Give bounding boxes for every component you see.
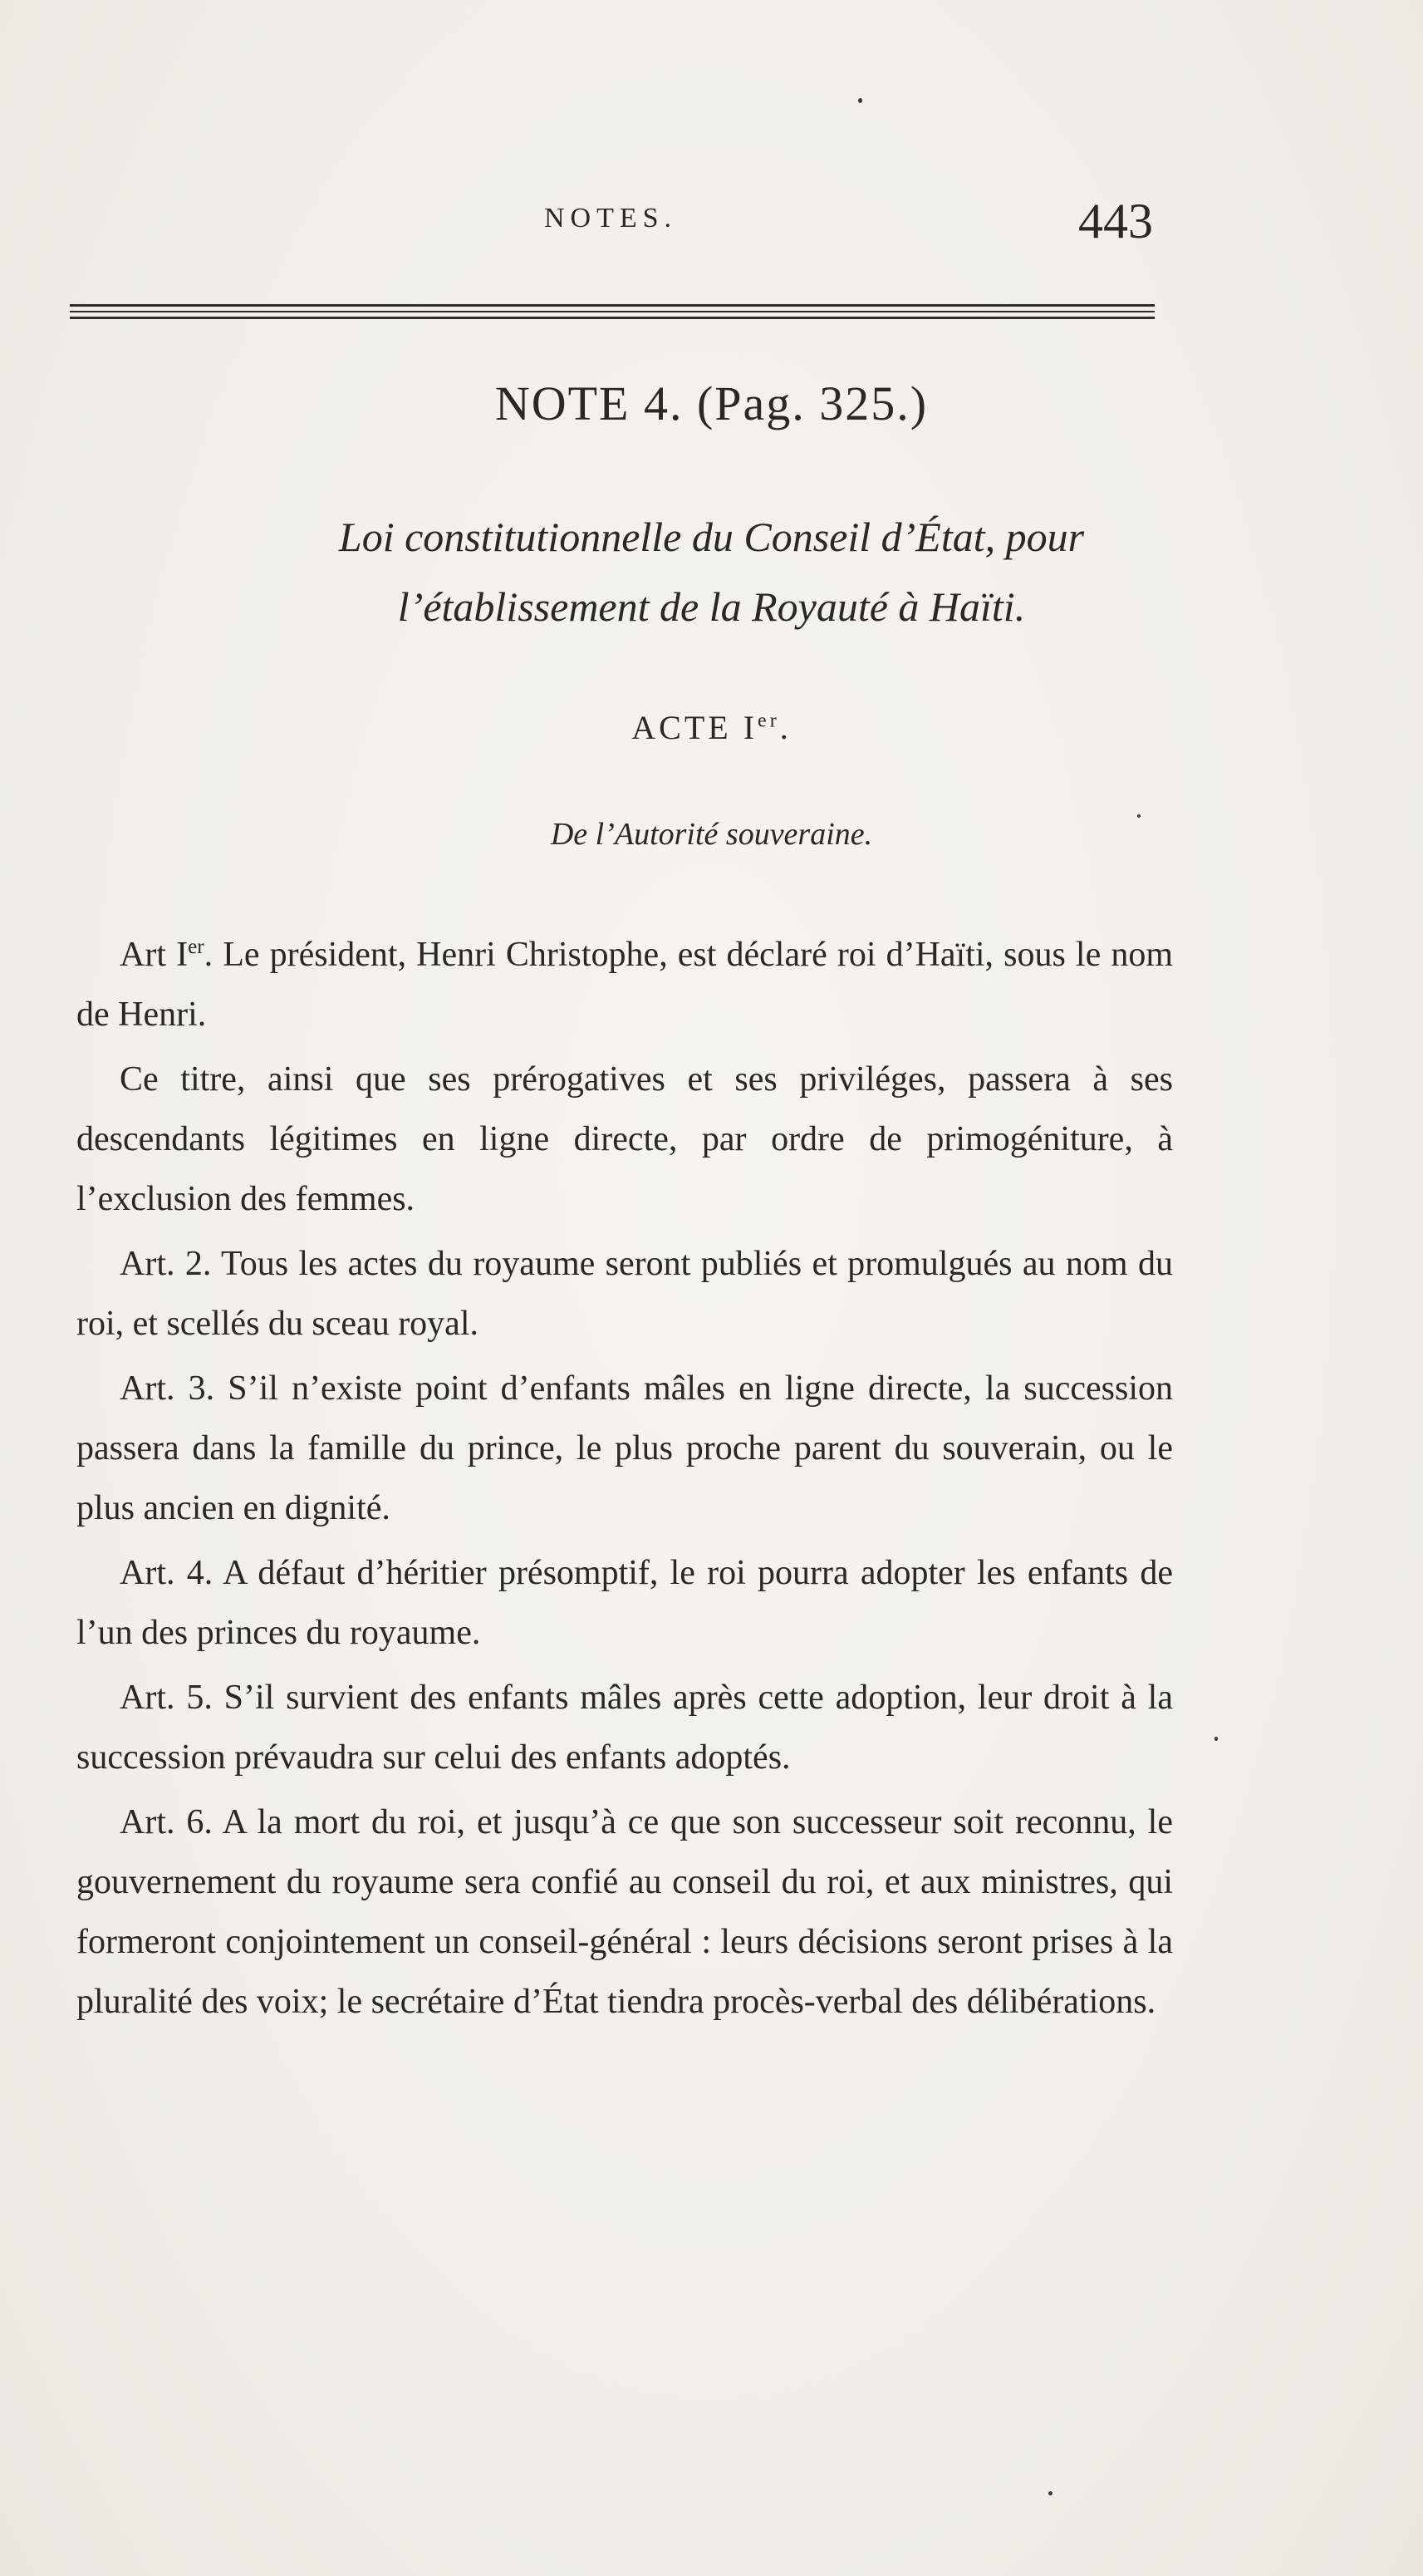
law-title <box>0 502 1423 642</box>
paragraph-art-4: Art. 4. A défaut d’héritier présomptif, le roi pourra adopter les enfants de l’un des princes du royaume. <box>76 1554 1173 1652</box>
paper-speck <box>1214 1737 1218 1741</box>
paper-speck <box>1048 2491 1053 2495</box>
art-1-superscript: er <box>188 936 204 958</box>
acte-period: . <box>779 709 792 746</box>
header-rule-top <box>70 304 1155 307</box>
paragraph-art-5: Art. 5. S’il survient des enfants mâles après cette adoption, leur droit à la succession prévaudra sur celui des enfants adoptés. <box>76 1679 1173 1777</box>
paragraph-art-6: Art. 6. A la mort du roi, et jusqu’à ce que son successeur soit reconnu, le gouvernement du royaume sera confié au conseil du roi, et aux ministres, qui formeront conjointement un conseil-général : leurs décisions seront prises à la pluralité des voix; le secrétaire d’État tiendra procès-verbal des délibérations. <box>76 1803 1173 2021</box>
page-number: 443 <box>1078 194 1153 248</box>
acte-label: ACTE I <box>631 709 758 746</box>
paper-speck <box>1137 814 1141 818</box>
art-1-prefix: Art I <box>120 936 189 974</box>
running-title: NOTES. <box>544 203 678 234</box>
note-heading: NOTE 4. (Pag. 325.) <box>494 376 929 430</box>
paragraph-art-2: Art. 2. Tous les actes du royaume seront publiés et promulgués au nom du roi, et scellés du sceau royal. <box>76 1245 1173 1343</box>
acte-superscript: er <box>758 710 780 732</box>
paragraph-art-1 <box>76 917 1173 1045</box>
art-1-text: . Le président, Henri Christophe, est déclaré roi d’Haïti, sous le nom de Henri. <box>76 936 1173 1034</box>
law-title-line-1: Loi constitutionnelle du Conseil d’État, pour <box>338 514 1085 560</box>
paper-speck <box>858 98 862 103</box>
paragraph: Ce titre, ainsi que ses prérogatives et ses priviléges, passera à ses descendants légitimes en ligne directe, par ordre de primogéniture, à l’exclusion des femmes. <box>76 1060 1173 1218</box>
header-rule-middle <box>70 311 1155 312</box>
body-text <box>76 917 1173 2037</box>
acte-heading <box>0 708 1423 747</box>
header-rule-bottom <box>70 317 1155 319</box>
law-title-line-2: l’établissement de la Royauté à Haïti. <box>397 583 1026 630</box>
paragraph-art-3: Art. 3. S’il n’existe point d’enfants mâles en ligne directe, la succession passera dans la famille du prince, le plus proche parent du souverain, ou le plus ancien en dignité. <box>76 1369 1173 1527</box>
section-title: De l’Autorité souveraine. <box>550 817 873 852</box>
running-head <box>0 193 1423 251</box>
